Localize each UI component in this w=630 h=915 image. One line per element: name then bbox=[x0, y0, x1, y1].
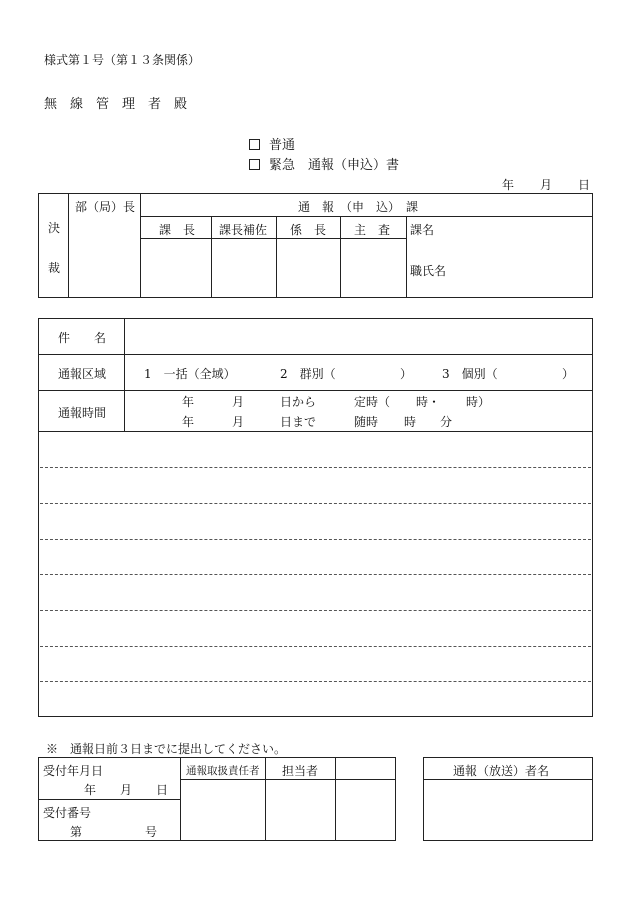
receipt-month: 月 bbox=[120, 783, 133, 797]
section-name-label: 課名 bbox=[410, 223, 435, 237]
col-examiner: 主 査 bbox=[354, 223, 391, 237]
manager-label: 通報取扱責任者 bbox=[186, 765, 260, 777]
date-year: 年 bbox=[502, 178, 515, 192]
col-assistant-chief: 課長補佐 bbox=[219, 223, 268, 237]
time-minute: 分 bbox=[440, 415, 453, 429]
receipt-number-label: 受付番号 bbox=[43, 806, 92, 820]
staff-label: 担当者 bbox=[282, 764, 319, 778]
time-fixed: 定時（ bbox=[354, 395, 391, 409]
paren-close: ） bbox=[400, 367, 413, 381]
time-anytime: 随時 bbox=[354, 415, 379, 429]
submission-note: ※ 通報日前３日までに提出してください。 bbox=[46, 742, 287, 756]
time-label: 通報時間 bbox=[58, 406, 107, 420]
area-label: 通報区域 bbox=[58, 367, 107, 381]
time-hour: 時・ bbox=[416, 395, 441, 409]
dept-head-label: 部（局）長 bbox=[75, 200, 136, 214]
time-month-2: 月 bbox=[232, 415, 245, 429]
time-month: 月 bbox=[232, 395, 245, 409]
time-year: 年 bbox=[182, 395, 195, 409]
paren-close: ） bbox=[562, 367, 575, 381]
time-hour-close: 時） bbox=[466, 395, 491, 409]
option-normal[interactable]: 普通 bbox=[249, 134, 295, 153]
time-day-from: 日から bbox=[280, 395, 317, 409]
receipt-number-suffix: 号 bbox=[145, 825, 158, 839]
date-month: 月 bbox=[540, 178, 553, 192]
checkbox[interactable] bbox=[249, 159, 260, 170]
announcer-label: 通報（放送）者名 bbox=[453, 764, 550, 778]
area-option-group[interactable]: 2 群別（ bbox=[280, 367, 336, 381]
date-day: 日 bbox=[578, 178, 591, 192]
subject-label: 件 名 bbox=[58, 331, 107, 345]
receipt-year: 年 bbox=[84, 783, 97, 797]
addressee: 無 線 管 理 者 殿 bbox=[44, 97, 188, 112]
option-urgent[interactable]: 緊急 通報（申込）書 bbox=[249, 154, 399, 173]
person-name-label: 職氏名 bbox=[410, 264, 447, 278]
receipt-number-prefix: 第 bbox=[70, 825, 83, 839]
subject-field[interactable] bbox=[126, 320, 590, 352]
receipt-day: 日 bbox=[156, 783, 169, 797]
section-header: 通 報 （申 込） 課 bbox=[298, 200, 419, 214]
receipt-date-label: 受付年月日 bbox=[43, 764, 104, 778]
time-day-until: 日まで bbox=[280, 415, 317, 429]
checkbox[interactable] bbox=[249, 139, 260, 150]
approval-label: 決 bbox=[48, 221, 61, 235]
col-section-chief: 課 長 bbox=[159, 223, 196, 237]
approval-label-2: 裁 bbox=[48, 261, 61, 275]
col-subsection-chief: 係 長 bbox=[290, 223, 327, 237]
time-hour-2: 時 bbox=[404, 415, 417, 429]
area-option-individual[interactable]: 3 個別（ bbox=[442, 367, 498, 381]
area-option-all[interactable]: 1 一括（全域） bbox=[144, 367, 236, 381]
form-number: 様式第１号（第１３条関係） bbox=[44, 53, 201, 67]
time-year-2: 年 bbox=[182, 415, 195, 429]
